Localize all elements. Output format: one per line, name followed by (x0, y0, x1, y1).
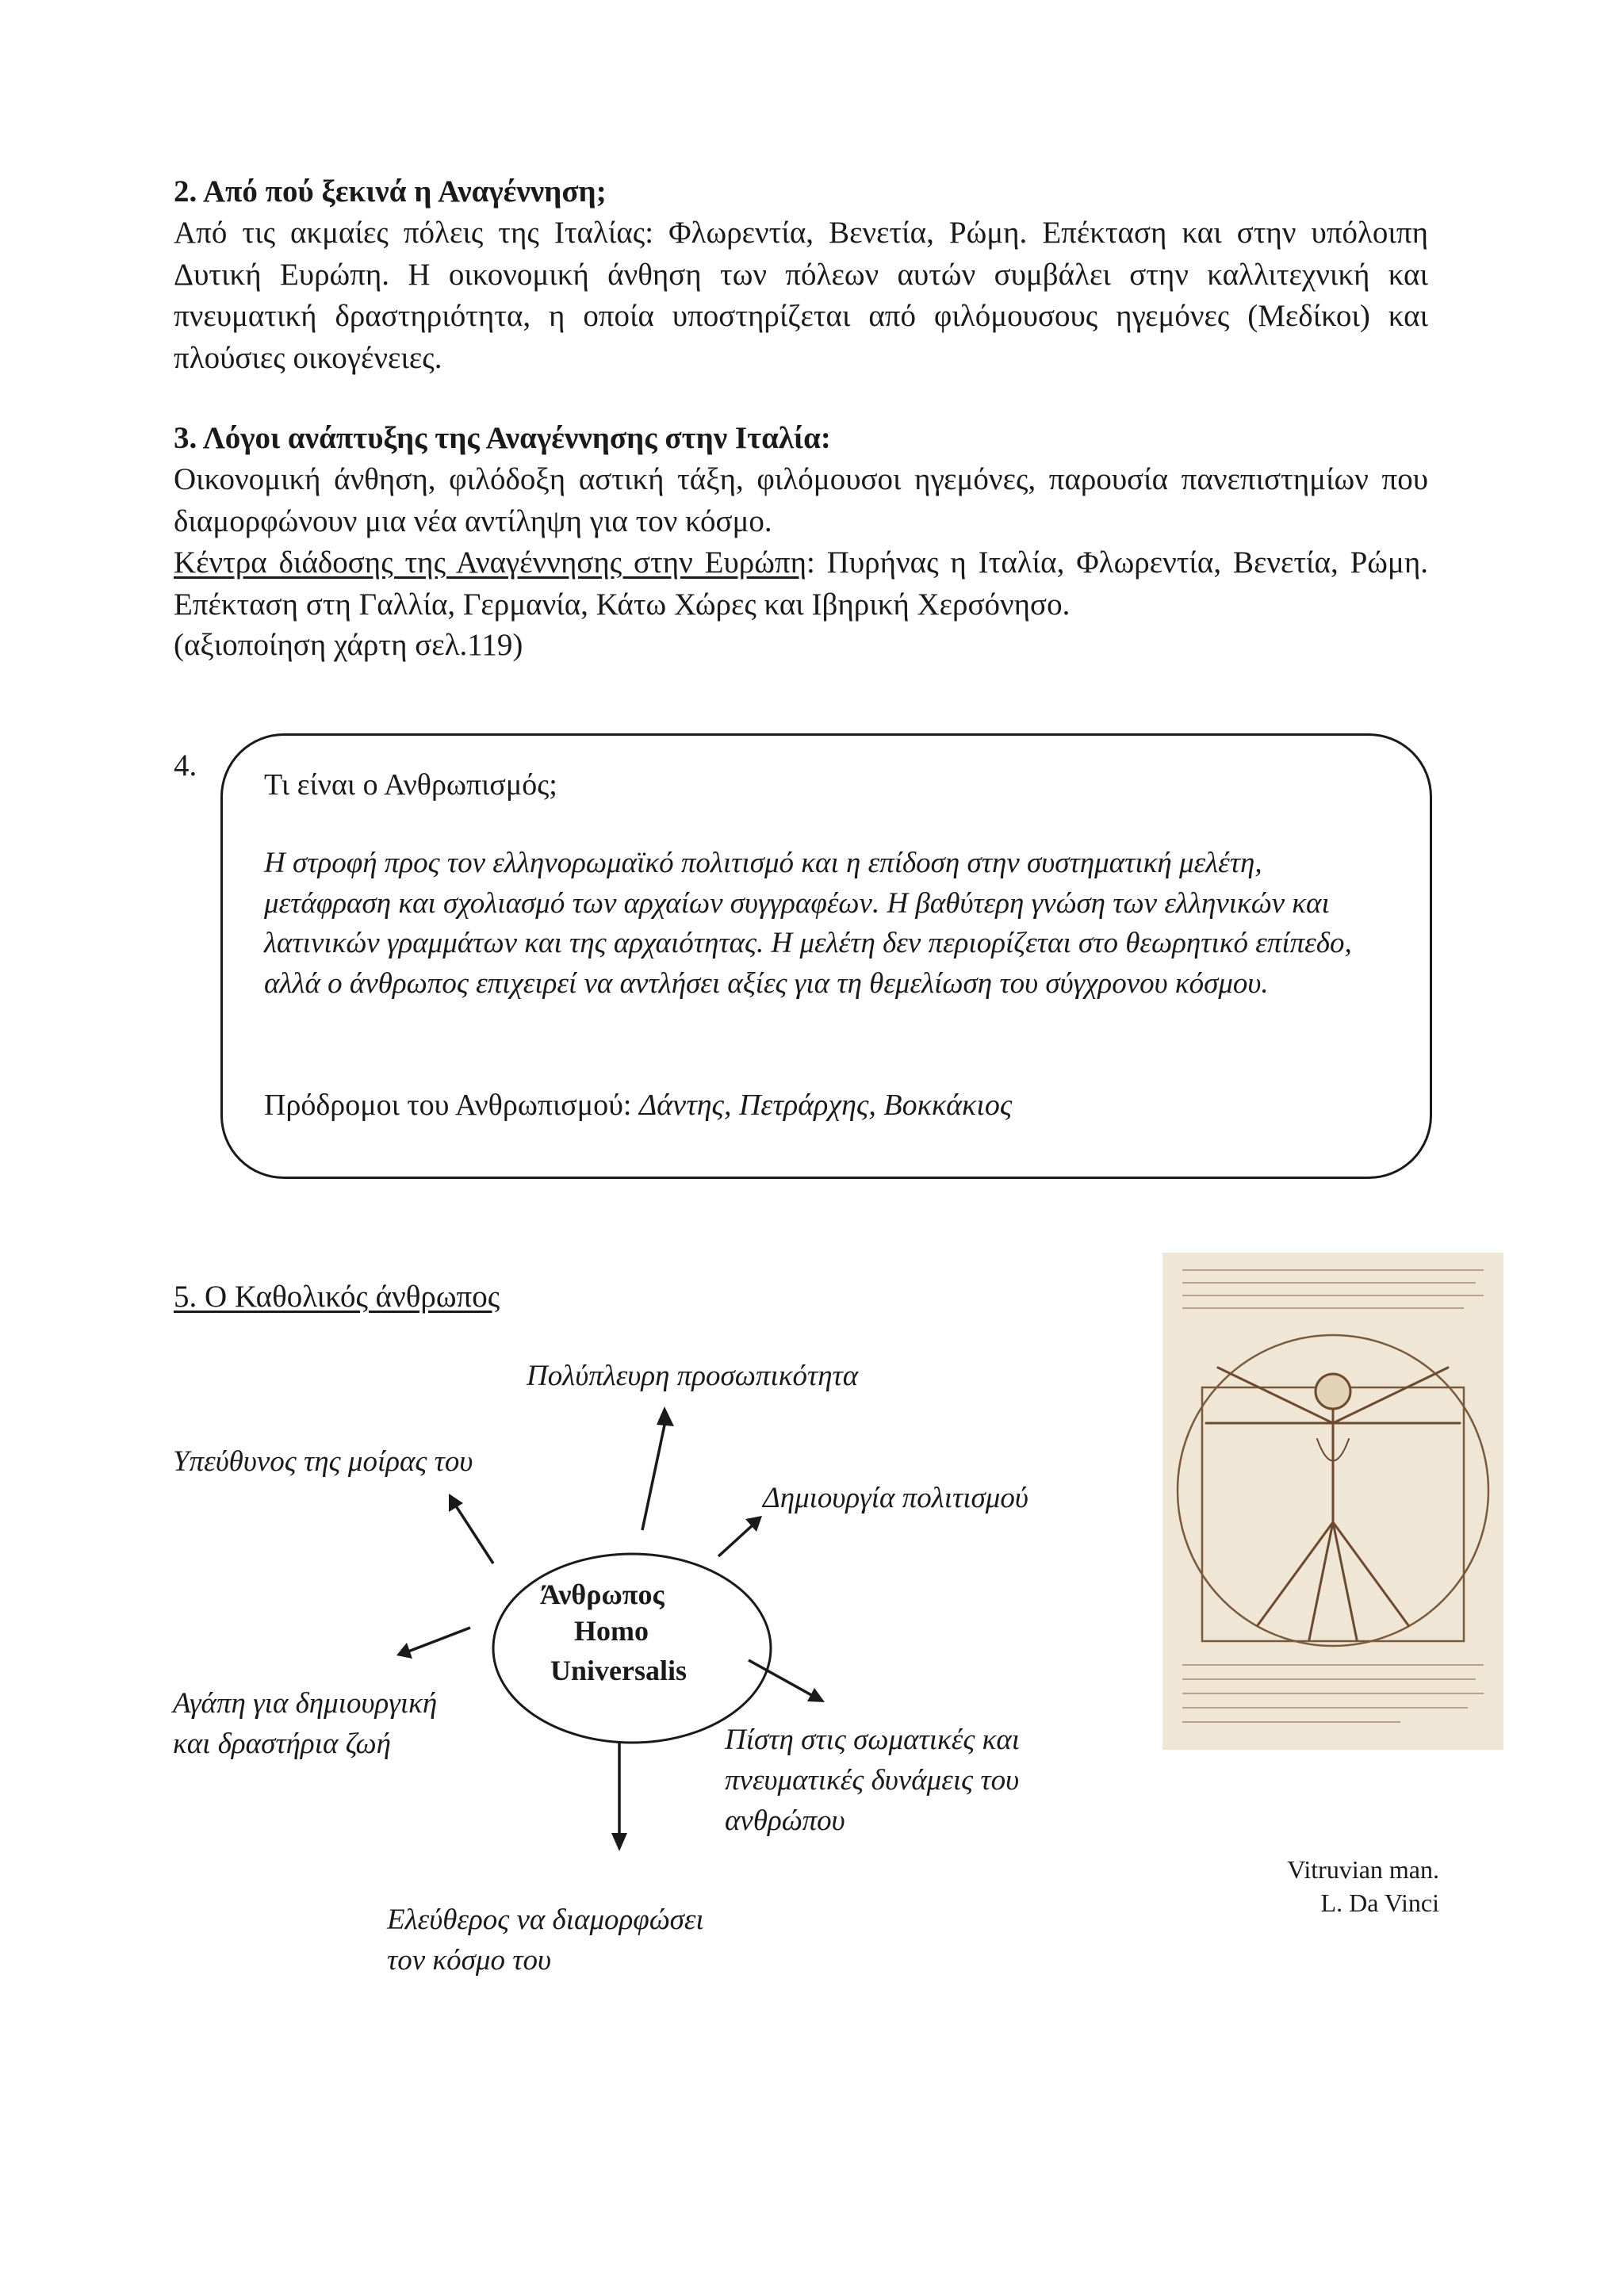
image-caption-line-2: L. Da Vinci (1320, 1888, 1439, 1917)
section4-number: 4. (174, 748, 197, 783)
label-top: Πολύπλευρη προσωπικότητα (527, 1360, 859, 1392)
arrowhead-top-left (449, 1494, 463, 1512)
label-left-line-1: Αγάπη για δημιουργική (173, 1687, 438, 1720)
label-left (173, 1683, 437, 1764)
humanism-question: Τι είναι ο Ανθρωπισμός; (264, 768, 557, 802)
map-note: (αξιοποίηση χάρτη σελ.119) (174, 628, 523, 662)
arrowhead-top (657, 1406, 674, 1426)
forerunners-label: Πρόδρομοι του Ανθρωπισμού: (264, 1089, 639, 1122)
center-line-2: Homo (574, 1615, 649, 1647)
label-right-line-3: ανθρώπου (725, 1804, 845, 1837)
humanism-answer: Η στροφή προς τον ελληνορωμαϊκό πολιτισμό και η επίδοση στην συστηματική μελέτη, μετάφραση και σχολιασμό των αρχαίων συγγραφέων. Η βαθύτερη γνώση των ελληνικών και λατινικών γραμμάτων και της αρχαιότητας. Η μελέτη δεν περιορίζεται στο θεωρητικό επίπεδο, αλλά ο άνθρωπος επιχειρεί να αντλήσει αξίες για τη θεμελίωση του σύγχρονου κόσμου. (264, 847, 1352, 1000)
centers-text: : Πυρήνας η Ιταλία, Φλωρεντία, Βενετία, Ρώμη. Επέκταση στη Γαλλία, Γερμανία, Κάτω Χώρες και Ιβηρική Χερσόνησο. (174, 545, 1428, 622)
image-caption (1189, 1853, 1439, 1919)
label-bottom (387, 1900, 704, 1980)
forerunners-names: Δάντης, Πετράρχης, Βοκκάκιος (638, 1089, 1013, 1122)
section3-heading: 3. Λόγοι ανάπτυξης της Αναγέννησης στην Ιταλία: (174, 421, 831, 455)
label-right-line-2: πνευματικές δυνάμεις του (725, 1764, 1020, 1797)
centers-label: Κέντρα διάδοσης της Αναγέννησης στην Ευρώπη (174, 545, 806, 580)
arrowhead-bottom (611, 1833, 627, 1851)
label-right-line-1: Πίστη στις σωματικές και (725, 1724, 1021, 1756)
section5-heading: 5. Ο Καθολικός άνθρωπος (174, 1280, 500, 1314)
arrow-left (408, 1628, 470, 1651)
label-right (725, 1720, 1020, 1841)
section2-heading: 2. Από πού ξεκινά η Αναγέννηση; (174, 174, 607, 209)
label-top-left: Υπεύθυνος της μοίρας του (173, 1445, 473, 1478)
label-bottom-line-2: τον κόσμο του (387, 1944, 551, 1976)
image-caption-line-1: Vitruvian man. (1287, 1855, 1439, 1884)
arrow-top-left (455, 1505, 493, 1563)
label-bottom-line-1: Ελεύθερος να διαμορφώσει (387, 1904, 704, 1936)
label-top-right: Δημιουργία πολιτισμού (763, 1482, 1028, 1514)
arrow-top (642, 1418, 666, 1530)
vitruvian-man-image (1162, 1253, 1503, 1750)
section3-text: Οικονομική άνθηση, φιλόδοξη αστική τάξη, φιλόμουσοι ηγεμόνες, παρουσία πανεπιστημίων που διαμορφώνουν μια νέα αντίληψη για τον κόσμο. (174, 462, 1428, 538)
label-left-line-2: και δραστήρια ζωή (173, 1728, 391, 1760)
center-line-3: Universalis (550, 1655, 688, 1686)
center-line-1: Άνθρωπος (540, 1578, 665, 1610)
arrow-top-right (718, 1524, 754, 1556)
section2-text: Από τις ακμαίες πόλεις της Ιταλίας: Φλωρεντία, Βενετία, Ρώμη. Επέκταση και στην υπόλοιπη Δυτική Ευρώπη. Η οικονομική άνθηση των πόλεων αυτών συμβάλει στην καλλιτεχνική και πνευματική δραστηριότητα, η οποία υποστηρίζεται από φιλόμουσους ηγεμόνες (Μεδίκοι) και πλούσιες οικογένειες. (174, 216, 1428, 375)
